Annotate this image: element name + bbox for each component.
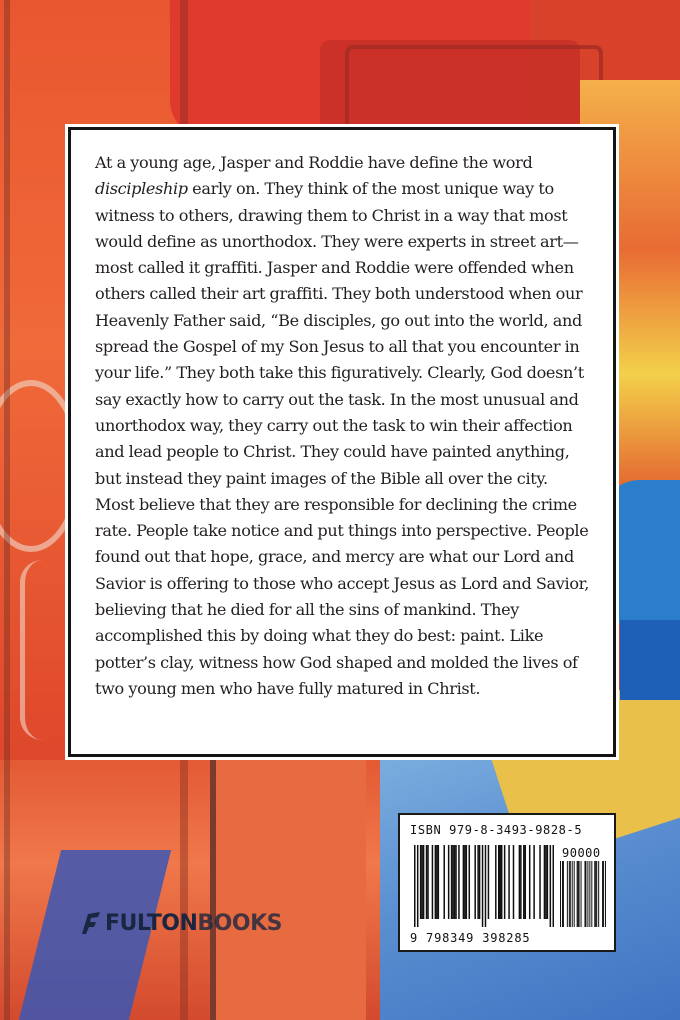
- isbn-label: ISBN 979-8-3493-9828-5: [410, 823, 583, 837]
- barcode-bar: [547, 845, 549, 919]
- addon-bar: [591, 861, 592, 927]
- barcode-bar: [438, 845, 440, 919]
- barcode-bar: [533, 845, 535, 919]
- graffiti-blue-block: [620, 620, 680, 700]
- barcode-bar: [523, 845, 525, 919]
- addon-bar: [569, 861, 570, 927]
- barcode-bar: [455, 845, 457, 919]
- addon-bar: [579, 861, 580, 927]
- barcode-bar: [464, 845, 466, 919]
- barcode-bar: [448, 845, 450, 919]
- barcode-bar: [519, 845, 521, 919]
- barcode-bar: [545, 845, 547, 919]
- addon-bar: [598, 861, 599, 927]
- barcode-bar: [423, 845, 425, 919]
- barcode-bar: [463, 845, 465, 919]
- barcode-bar: [420, 845, 422, 919]
- synopsis-intro: At a young age, Jasper and Roddie have define the word: [95, 153, 533, 172]
- addon-bar: [563, 861, 564, 927]
- barcode-bar: [488, 845, 490, 919]
- addon-bar: [578, 861, 579, 927]
- ean-digits: 9 798349 398285: [410, 931, 531, 945]
- publisher-logo: [78, 910, 282, 936]
- addon-bar: [577, 861, 578, 927]
- addon-bar: [581, 861, 582, 927]
- barcode-bar: [525, 845, 527, 919]
- addon-bar: [594, 861, 595, 927]
- barcode-bar: [544, 845, 546, 919]
- synopsis-emphasis: discipleship: [95, 179, 188, 199]
- publisher-name-part1: FULTON: [105, 910, 198, 936]
- addon-bar: [584, 861, 585, 927]
- addon-bar: [589, 861, 590, 927]
- synopsis-body: early on. They think of the most unique way to witness to others, drawing them to Christ in a way that most would define as unorthodox. They were experts in street art—most called it graffiti. Jasper and Roddie were offended when others called their art graffiti. They both understood when our Heavenly Father said, “Be disciples, go out into the world, and spread the Gospel of my Son Jesus to all that you encounter in your life.” They both take this figuratively. Clearly, God doesn’t say exactly how to carry out the task. In the most unusual and unorthodox way, they carry out the task to win their affection and lead people to Christ. They could have painted anything, but instead they paint images of the Bible all over the city. Most believe that they are responsible for declining the crime rate. People take notice and put things into perspective. People found out that hope, grace, and mercy are what our Lord and Savior is offering to those who accept Jesus as Lord and Savior, believing that he died for all the sins of mankind. They accomplished this by doing what they do best: paint. Like potter’s clay, witness how God shaped and molded the lives of two young men who have fully matured in Christ.: [95, 179, 589, 698]
- barcode-bar: [435, 845, 437, 919]
- addon-bar: [570, 861, 571, 927]
- addon-bar: [562, 861, 563, 927]
- barcode-bar: [539, 845, 541, 919]
- barcode-bar: [495, 845, 497, 919]
- barcode-bar: [414, 845, 416, 927]
- publisher-name-part2: BOOKS: [197, 910, 282, 936]
- synopsis-text: [95, 150, 591, 702]
- synopsis-panel: [68, 127, 616, 757]
- barcode-bar: [520, 845, 522, 919]
- addon-barcode-bars: [560, 861, 606, 927]
- barcode-bar: [479, 845, 481, 919]
- graffiti-window-frame: [345, 45, 603, 133]
- barcode-bar: [508, 845, 510, 919]
- barcode-bar: [454, 845, 456, 919]
- barcode-bar: [477, 845, 479, 919]
- isbn-barcode: [398, 813, 616, 952]
- barcode-bar: [504, 845, 506, 919]
- barcode-bar: [443, 845, 445, 919]
- addon-bar: [585, 861, 586, 927]
- barcode-bar: [421, 845, 423, 919]
- ean-barcode-bars: [414, 845, 554, 927]
- barcode-bar: [452, 845, 454, 919]
- addon-bar: [596, 861, 597, 927]
- barcode-bar: [466, 845, 468, 919]
- fulton-books-logo-icon: [78, 910, 102, 936]
- barcode-bar: [482, 845, 484, 927]
- barcode-bar: [469, 845, 471, 919]
- barcode-bar: [417, 845, 419, 927]
- addon-bar: [603, 861, 604, 927]
- barcode-bar: [427, 845, 429, 919]
- addon-bar: [560, 861, 561, 927]
- barcode-bar: [553, 845, 554, 927]
- barcode-bar: [550, 845, 552, 927]
- barcode-bar: [501, 845, 503, 919]
- addon-bar: [595, 861, 596, 927]
- graffiti-door-panel: [210, 755, 366, 1020]
- addon-bar: [602, 861, 603, 927]
- graffiti-edge: [4, 0, 10, 1020]
- addon-bar: [567, 861, 568, 927]
- barcode-bar: [458, 845, 460, 919]
- addon-bar: [605, 861, 606, 927]
- addon-bar: [574, 861, 575, 927]
- addon-bar: [587, 861, 588, 927]
- barcode-bar: [499, 845, 501, 919]
- barcode-bar: [432, 845, 434, 919]
- barcode-bar: [498, 845, 500, 919]
- barcode-bar: [529, 845, 531, 919]
- barcode-bar: [474, 845, 476, 919]
- addon-digits: 90000: [562, 846, 601, 860]
- barcode-bar: [513, 845, 515, 919]
- barcode-bar: [485, 845, 487, 927]
- addon-bar: [572, 861, 573, 927]
- barcode-bar: [436, 845, 438, 919]
- barcode-bar: [426, 845, 428, 919]
- barcode-bar: [451, 845, 453, 919]
- graffiti-white-stroke: [20, 560, 65, 740]
